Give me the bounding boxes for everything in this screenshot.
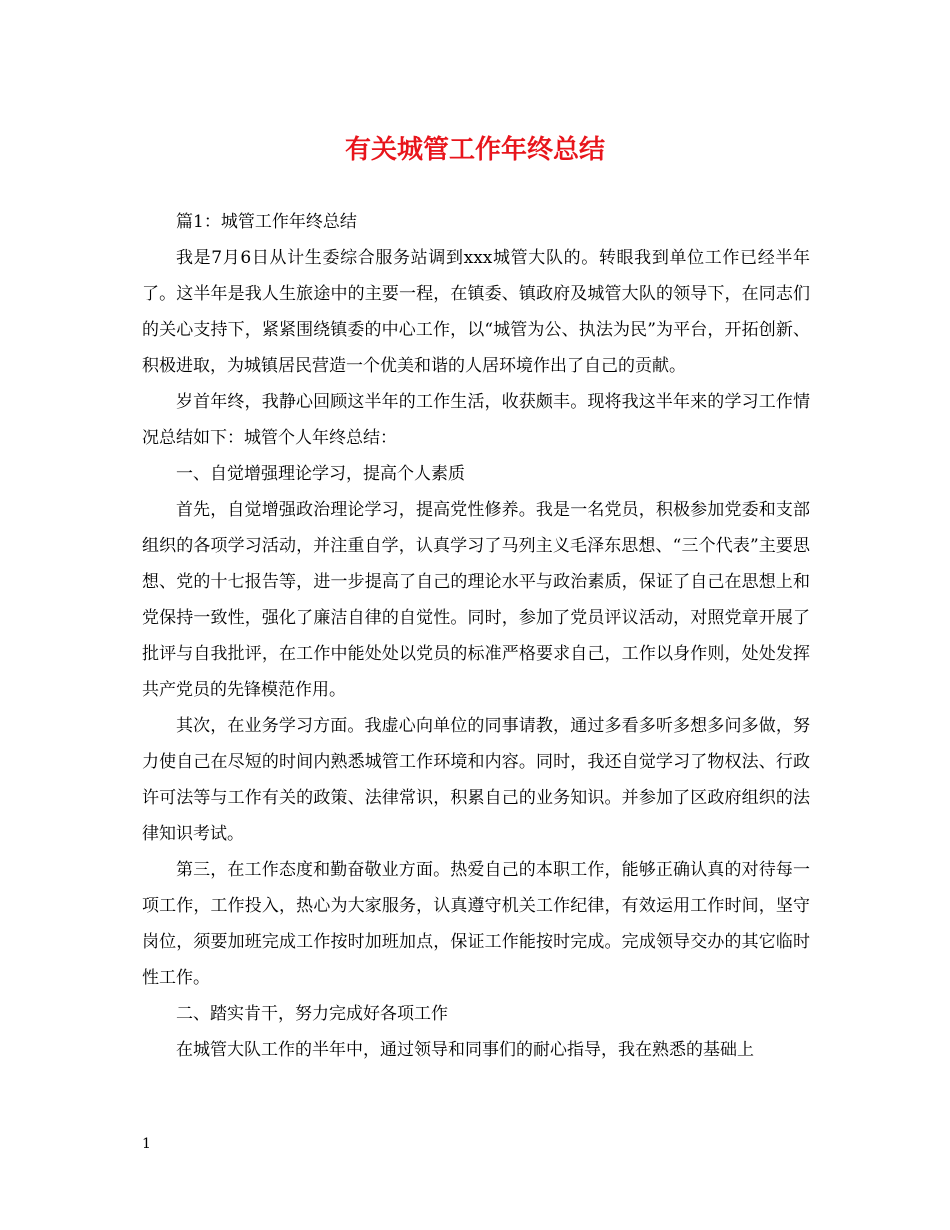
- document-body: [142, 204, 810, 1068]
- document-title: 有关城管工作年终总结: [344, 135, 605, 165]
- body-paragraph: 岁首年终，我静心回顾这半年的工作生活，收获颇丰。现将我这半年来的学习工作情况总结如下：城管个人年终总结：: [142, 392, 810, 448]
- body-paragraph: 其次，在业务学习方面。我虚心向单位的同事请教，通过多看多听多想多问多做，努力使自己在尽短的时间内熟悉城管工作环境和内容。同时，我还自觉学习了物权法、行政许可法等与工作有关的政策、法律常识，积累自己的业务知识。并参加了区政府组织的法律知识考试。: [142, 716, 810, 844]
- body-paragraph: 在城管大队工作的半年中，通过领导和同事们的耐心指导，我在熟悉的基础上: [176, 1040, 754, 1060]
- page-number: 1: [142, 1136, 151, 1152]
- body-paragraph: 我是7月6日从计生委综合服务站调到xxx城管大队的。转眼我到单位工作已经半年了。这半年是我人生旅途中的主要一程，在镇委、镇政府及城管大队的领导下，在同志们的关心支持下，紧紧围绕镇委的中心工作，以“城管为公、执法为民”为平台，开拓创新、积极进取，为城镇居民营造一个优美和谐的人居环境作出了自己的贡献。: [142, 248, 810, 376]
- body-paragraph: 第三，在工作态度和勤奋敬业方面。热爱自己的本职工作，能够正确认真的对待每一项工作，工作投入，热心为大家服务，认真遵守机关工作纪律，有效运用工作时间，坚守岗位，须要加班完成工作按时加班加点，保证工作能按时完成。完成领导交办的其它临时性工作。: [142, 860, 810, 988]
- section-heading: 一、自觉增强理论学习，提高个人素质: [176, 464, 465, 484]
- body-paragraph: 首先，自觉增强政治理论学习，提高党性修养。我是一名党员，积极参加党委和支部组织的各项学习活动，并注重自学，认真学习了马列主义毛泽东思想、“三个代表”主要思想、党的十七报告等，进一步提高了自己的理论水平与政治素质，保证了自己在思想上和党保持一致性，强化了廉洁自律的自觉性。同时，参加了党员评议活动，对照党章开展了批评与自我批评，在工作中能处处以党员的标准严格要求自己，工作以身作则，处处发挥共产党员的先锋模范作用。: [142, 500, 810, 700]
- section-heading: 篇1：城管工作年终总结: [176, 212, 357, 232]
- section-heading: 二、踏实肯干，努力完成好各项工作: [176, 1004, 448, 1024]
